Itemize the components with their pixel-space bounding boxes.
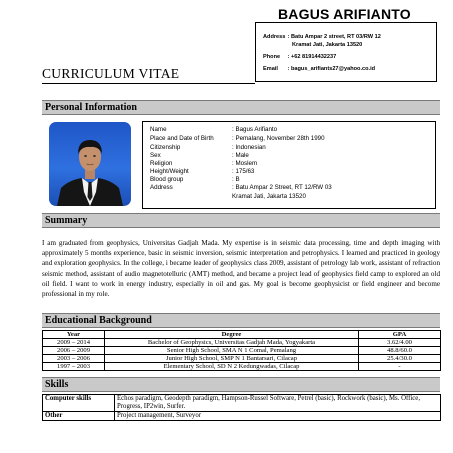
table-row — [43, 363, 441, 371]
email-value: : bagus_arifiants27@yahoo.co.id — [287, 66, 376, 72]
section-heading: Summary — [45, 215, 88, 226]
table-row — [43, 395, 441, 412]
degree-cell: Bachelor of Geophysics, Universitas Gadjah Mada, Yogyakarta — [105, 339, 359, 347]
address-line-2: Kramat Jati, Jakarta 13520 — [292, 42, 363, 48]
document-title: CURRICULUM VITAE — [42, 66, 180, 81]
title-divider — [42, 83, 255, 84]
info-value: : B — [232, 176, 240, 183]
info-key: Citizenship — [150, 144, 181, 151]
year-cell: 1997 – 2003 — [43, 363, 105, 371]
info-key: Sex — [150, 152, 161, 159]
info-key: Name — [150, 126, 167, 133]
section-heading: Skills — [45, 379, 69, 390]
table-row — [43, 347, 441, 355]
skill-category-cell: Other — [43, 412, 115, 421]
year-cell: 2006 – 2009 — [43, 347, 105, 355]
candidate-name: BAGUS ARIFIANTO — [278, 6, 411, 22]
info-value: : 175/63 — [232, 168, 255, 175]
info-value: : Batu Ampar 2 Street, RT 12/RW 03 — [232, 184, 332, 191]
degree-cell: Junior High School, SMP N 1 Bantarsari, Cilacap — [105, 355, 359, 363]
info-value: : Indonesian — [232, 144, 266, 151]
address-label: Address — [263, 34, 286, 40]
address-line — [263, 34, 381, 40]
year-cell: 2003 – 2006 — [43, 355, 105, 363]
section-skills — [42, 377, 440, 392]
summary-paragraph: I am graduated from geophysics, Universitas Gadjah Mada. My expertise is in seismic data processing, time and depth imaging with approximately 5 months experience, basic in seismic inversion, seismic interpretation and petrophysics. I learned and practiced in geology and exploration geophysics. In the college, i became leader of geophysics class 2009, assistant of petrology lab work, assistant of refraction seismic method, assistant of audio magnetotelluric (AMT) method, and became a project lead of geophysics field camp to explored an old oil field. I want to work in energy industry, especially in oil and gas. My goal is become geophysicist or field engineer and become professional in my role. — [42, 239, 440, 299]
table-header-row — [43, 331, 441, 339]
section-heading: Personal Information — [45, 102, 137, 113]
skills-table — [42, 394, 441, 421]
column-header-degree: Degree — [105, 331, 359, 339]
year-cell: 2009 – 2014 — [43, 339, 105, 347]
section-summary — [42, 213, 440, 228]
phone-value: : +62 81914432237 — [287, 54, 337, 60]
education-table — [42, 330, 441, 371]
contact-box — [255, 22, 437, 82]
info-value: : Pemalang, November 28th 1990 — [232, 135, 325, 142]
table-row — [43, 412, 441, 421]
column-header-gpa: GPA — [359, 331, 441, 339]
info-key: Address — [150, 184, 173, 191]
column-header-year: Year — [43, 331, 105, 339]
table-row — [43, 355, 441, 363]
info-key: Blood group — [150, 176, 184, 183]
info-key: Height/Weight — [150, 168, 189, 175]
skill-value-cell: Project management, Surveyor — [115, 412, 441, 421]
skill-value-cell: Echos paradigm, Geodepth paradigm, Hampson-Russel Software, Petrel (basic), Rockwork (basic), Ms. Office, Progress, IP2win, Surfer. — [115, 395, 441, 412]
info-value: Kramat Jati, Jakarta 13520 — [232, 193, 306, 200]
skill-category-cell: Computer skills — [43, 395, 115, 412]
address-value: : Batu Ampar 2 street, RT 03/RW 12 — [287, 34, 381, 40]
email-label: Email — [263, 66, 278, 72]
degree-cell: Elementary School, SD N 2 Kedungwadas, Cilacap — [105, 363, 359, 371]
info-value: : Moslem — [232, 160, 258, 167]
table-row — [43, 339, 441, 347]
info-key: Place and Date of Birth — [150, 135, 214, 142]
person-portrait-icon — [49, 122, 131, 206]
profile-photo — [49, 122, 131, 206]
gpa-cell: 25.4/30.0 — [359, 355, 441, 363]
info-value: : Male — [232, 152, 249, 159]
degree-cell: Senior High School, SMA N 1 Comal, Pemalang — [105, 347, 359, 355]
section-educational-background — [42, 313, 440, 328]
phone-line — [263, 54, 336, 60]
info-value: : Bagus Arifianto — [232, 126, 278, 133]
gpa-cell: - — [359, 363, 441, 371]
gpa-cell: 48.8/60.0 — [359, 347, 441, 355]
gpa-cell: 3.62/4.00 — [359, 339, 441, 347]
info-key: Religion — [150, 160, 173, 167]
email-line — [263, 66, 375, 72]
section-personal-information — [42, 100, 440, 115]
section-heading: Educational Background — [45, 315, 152, 326]
phone-label: Phone — [263, 54, 281, 60]
